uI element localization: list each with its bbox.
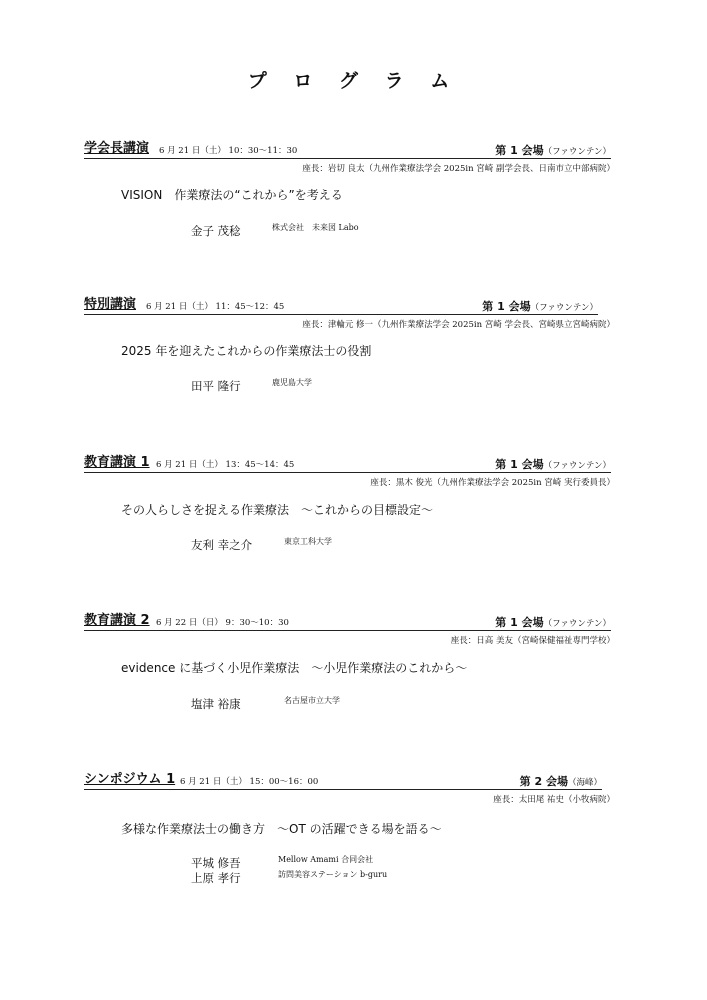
speaker-affiliation: 東京工科大学 [284,537,332,546]
session-category: 教育講演 2 [84,613,150,628]
session-chair: 座長：日高 美友（宮崎保健福祉専門学校） [450,636,615,646]
session-venue [495,614,611,630]
talk-title: 多様な作業療法士の働き方 ～OT の活躍できる場を語る～ [121,822,442,836]
speaker [191,375,312,394]
venue-room: （ファウンテン） [530,303,598,313]
venue-room: （ファウンテン） [543,619,611,629]
session-header [84,614,611,631]
speaker-affiliation: Mellow Amami 合同会社 [278,855,374,864]
venue-name: 第 1 会場 [495,144,544,157]
session-chair: 座長：黒木 俊光（九州作業療法学会 2025in 宮崎 実行委員長） [370,478,615,488]
session-chair: 座長：津輪元 修一（九州作業療法学会 2025in 宮崎 学会長、宮崎県立宮崎病院） [302,320,615,330]
session-category: シンポジウム 1 [84,772,176,787]
speaker-affiliation: 訪問美容ステーション b-guru [278,870,388,879]
talk-title: VISION 作業療法の“これから”を考える [121,188,343,202]
talk-title: 2025 年を迎えたこれからの作業療法士の役割 [121,344,372,358]
session-category: 教育講演 1 [84,455,150,470]
session-category: 学会長講演 [84,141,150,156]
speaker-affiliation: 株式会社 未来図 Labo [272,223,359,232]
session-date: 6 月 21 日（土） 10：30～11：30 [159,146,298,156]
speaker-affiliation: 鹿児島大学 [272,378,312,387]
speaker [191,534,332,553]
session-category: 特別講演 [84,297,137,312]
speaker-name: 平城 修吾 [191,856,241,870]
session-header [84,773,602,790]
speaker-affiliation: 名古屋市立大学 [284,696,340,705]
speaker [191,693,340,712]
venue-room: （ファウンテン） [543,147,611,157]
session-header [84,298,598,315]
venue-name: 第 1 会場 [482,300,531,313]
venue-room: （ファウンテン） [543,461,611,471]
venue-name: 第 1 会場 [495,458,544,471]
speaker-name: 友利 幸之介 [191,538,253,552]
session-date: 6 月 22 日（日） 9：30～10：30 [156,618,289,628]
session-date: 6 月 21 日（土） 15：00～16：00 [180,777,319,787]
speaker-name: 金子 茂稔 [191,224,241,238]
venue-name: 第 2 会場 [519,775,568,788]
speaker [191,220,359,239]
session-date: 6 月 21 日（土） 11：45～12：45 [146,302,285,312]
talk-title: その人らしさを捉える作業療法 ～これからの目標設定～ [121,503,434,517]
speaker-name: 上原 孝行 [191,871,241,885]
session-header [84,456,611,473]
venue-room: （海峰） [567,778,602,788]
speaker-name: 塩津 裕康 [191,697,241,711]
session-date: 6 月 21 日（土） 13：45～14：45 [156,460,295,470]
session-venue [482,298,598,314]
venue-name: 第 1 会場 [495,616,544,629]
speaker-name: 田平 隆行 [191,379,241,393]
page-title: プ ロ グ ラ ム [247,70,460,92]
session-chair: 座長：太田尾 祐史（小牧病院） [493,795,615,805]
speaker [191,867,388,886]
session-chair: 座長：岩切 良太（九州作業療法学会 2025in 宮崎 副学会長、日南市立中部病院） [302,164,615,174]
session-venue [520,773,602,789]
session-venue [495,456,611,472]
session-header [84,142,611,159]
talk-title: evidence に基づく小児作業療法 ～小児作業療法のこれから～ [121,661,468,675]
session-venue [495,142,611,158]
